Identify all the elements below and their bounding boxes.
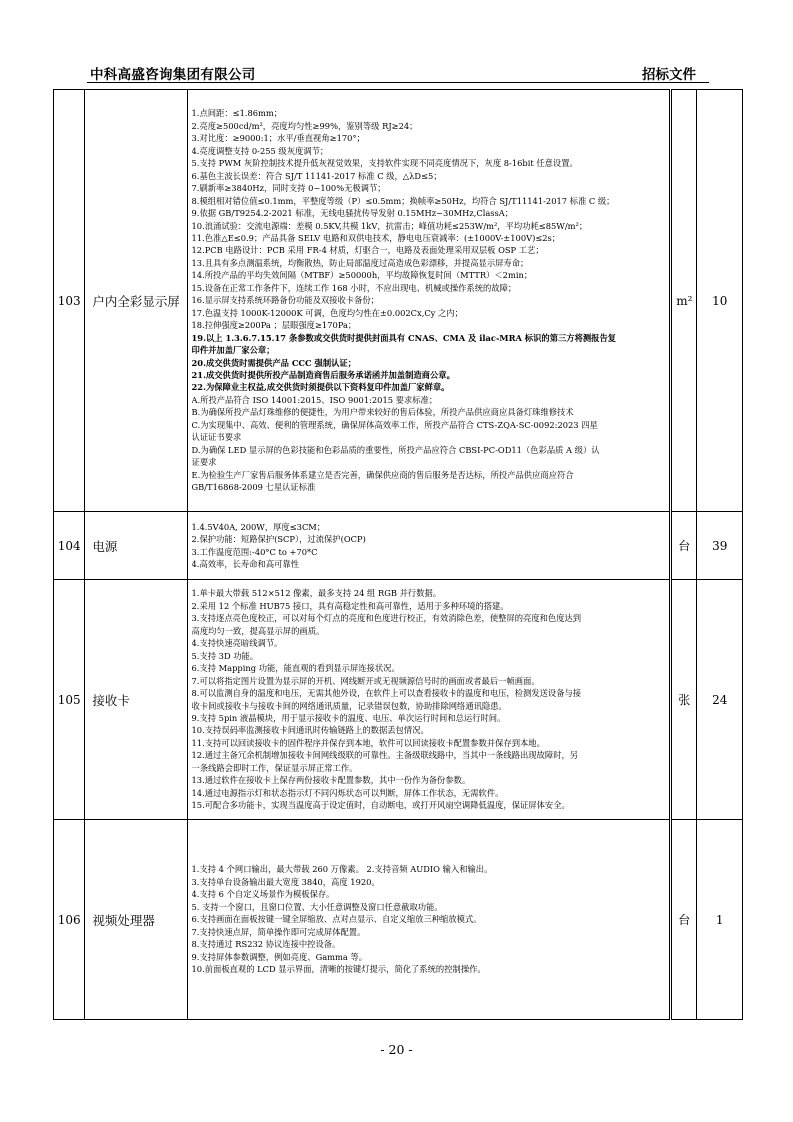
spec-line: 7.支持快速点屏，简单操作即可完成屏体配置。 — [191, 926, 366, 937]
spec-line: 13.通过软件在接收卡上保存两份接收卡配置参数，其中一份作为备份参数。 — [191, 775, 471, 786]
spec-line: 19.以上 1.3.6.7.15.17 条参数或交供货时提供封面具有 CNAS、CMA 及 ilac-MRA 标识的第三方将测报告复 — [191, 332, 617, 343]
item-name: 电源 — [85, 512, 187, 580]
item-name: 视频处理器 — [85, 820, 187, 1020]
item-name: 户内全彩显示屏 — [85, 90, 187, 512]
spec-line: 一条线路会即时工作，保证显示屏正常工作。 — [191, 762, 358, 773]
spec-line: 17.色温支持 1000K-12000K 可调，色度均匀性在±0.002Cx,Cy 之内； — [191, 307, 463, 318]
spec-line: 11.支持可以回读接收卡的固件程序并保存到本地，软件可以回读接收卡配置参数并保存到本地。 — [191, 737, 545, 748]
header-rule — [87, 82, 709, 83]
item-number: 104 — [54, 512, 85, 580]
spec-line: 高度均匀一致，提高显示屏的画质。 — [191, 625, 325, 636]
spec-line: 22.为保障业主权益,成交供货时须提供以下资料复印件加盖厂家鲜章。 — [191, 382, 450, 393]
spec-line: 印件并加盖厂家公章； — [191, 345, 275, 356]
item-number: 105 — [54, 580, 85, 820]
spec-line: 16.显示屏支持系统环路备份功能及双接收卡备份； — [191, 295, 379, 306]
spec-line: B.为确保所投产品灯珠维修的便捷性，为用户带来较好的售后体验，所投产品供应商应具备灯珠维修技术 — [191, 407, 574, 418]
spec-line: 12.通过主备冗余机制增加接收卡间网线级联的可靠性。主备级联线路中，当其中一条线路出现故障时，另 — [191, 750, 579, 761]
item-quantity: 10 — [697, 90, 743, 512]
spec-line: 15.设备在正常工作条件下，连续工作 168 小时，不应出现电、机械或操作系统的故障； — [191, 282, 517, 293]
spec-line: 12.PCB 电路设计：PCB 采用 FR-4 材质，灯驱合一，电路及表面处理采用双层板 OSP 工艺； — [191, 245, 544, 256]
spec-line: 5.支持 PWM 灰阶控制技术提升低灰视觉效果，支持软件实现不同亮度情况下，灰度 8-16bit 任意设置。 — [191, 158, 578, 169]
item-specification — [187, 512, 671, 580]
table-row — [54, 512, 743, 580]
spec-line: 证要求 — [191, 457, 217, 468]
spec-line: 6.支持画面在面板按键一键全屏缩放、点对点显示、自定义缩放三种缩放模式。 — [191, 914, 482, 925]
spec-line: 14.通过电源指示灯和状态指示灯不同闪烁状态可以判断，屏体工作状态，无需软件。 — [191, 787, 504, 798]
item-name: 接收卡 — [85, 580, 187, 820]
spec-line: 4.亮度调整支持 0-255 级灰度调节； — [191, 145, 329, 156]
spec-line: 8.支持通过 RS232 协议连接中控设备。 — [191, 939, 341, 950]
item-unit: 台 — [671, 512, 697, 580]
spec-line: D.为确保 LED 显示屏的色彩技能和色彩品质的重要性，所投产品应符合 CBSI-PC-OD11（色彩品质 A 级）认 — [191, 444, 600, 455]
spec-line: 5.支持 3D 功能。 — [191, 650, 259, 661]
spec-line: 4.支持快速亮暗线调节。 — [191, 638, 283, 649]
item-quantity: 39 — [697, 512, 743, 580]
spec-line: 2.亮度≥500cd/m²，亮度均匀性≥99%，鉴别等级 RJ≥24； — [191, 120, 418, 131]
spec-line: 14.所投产品的平均失效间隔（MTBF）≥50000h，平均故障恢复时间（MTTR）＜2min； — [191, 270, 533, 281]
spec-line: 收卡间或接收卡与接收卡间的网络通讯质量，记录错误包数，协助排除网络通讯隐患。 — [191, 700, 507, 711]
spec-line: 7.刷新率≥3840Hz，同时支持 0~100%无极调节； — [191, 183, 386, 194]
spec-line: 15.可配合多功能卡，实现当温度高于设定值时，自动断电，或打开风扇空调降低温度，保证屏体安全。 — [191, 800, 570, 811]
spec-line: 8.模组相对错位值≤0.1mm，平整度等级（P）≤0.5mm；换帧率≥50Hz，均符合 SJ/T11141-2017 标准 C 级； — [191, 195, 615, 206]
spec-line: 1.支持 4 个网口输出，最大带载 260 万像素。 2.支持音频 AUDIO 输入和输出。 — [191, 864, 493, 875]
spec-line: 10.浪涌试验：交流电源端：差模 0.5KV,共模 1kV，抗雷击；峰值功耗≤253W/m²，平均功耗≤85W/m²； — [191, 220, 588, 231]
spec-line: 4.支持 6 个自定义场景作为模板保存。 — [191, 889, 335, 900]
spec-line: 18.拉伸强度≥200Pa ；层眼强度≥170Pa； — [191, 320, 357, 331]
spec-line: 3.对比度：≥9000:1；水平/垂直视角≥170°； — [191, 133, 365, 144]
item-unit: 台 — [671, 820, 697, 1020]
spec-line: 7.可以将指定图片设置为显示屏的开机、网线断开或无视频源信号时的画面或者最后一帧画面。 — [191, 675, 540, 686]
spec-line: 13.且具有多点测温系统，均衡散热，防止局部温度过高造成色彩漂移，并提高显示屏寿命； — [191, 257, 529, 268]
spec-line: 5. 支持一个窗口，且窗口位置、大小任意调整及窗口任意截取功能。 — [191, 901, 443, 912]
spec-line: 6.支持 Mapping 功能，能直观的看到显示屏连接状况。 — [191, 663, 400, 674]
spec-line: 8.可以监测自身的温度和电压，无需其他外设，在软件上可以查看接收卡的温度和电压，检测发送设备与接 — [191, 688, 582, 699]
spec-line: 3.支持逐点亮色度校正，可以对每个灯点的亮度和色度进行校正，有效消除色差，使整屏的亮度和色度达到 — [191, 613, 582, 624]
page-header — [87, 62, 709, 82]
spec-line: 1.单卡最大带载 512×512 像素，最多支持 24 组 RGB 并行数据。 — [191, 588, 442, 599]
spec-line: 10.支持误码率监测接收卡间通讯时传输链路上的数据丢包情况。 — [191, 725, 429, 736]
spec-line: 3.支持单台设备输出最大宽度 3840，高度 1920。 — [191, 876, 380, 887]
spec-line: 9.支持 5pin 液晶模块，用于显示接收卡的温度、电压、单次运行时间和总运行时间。 — [191, 712, 506, 723]
item-unit: 张 — [671, 580, 697, 820]
item-number: 103 — [54, 90, 85, 512]
spec-line: 3.工作温度范围:-40°C to +70*C — [191, 546, 318, 557]
spec-line: 1.点间距：≤1.86mm； — [191, 108, 283, 119]
spec-line: 认证证书要求 — [191, 432, 242, 443]
spec-line: E.为检验生产厂家售后服务体系建立是否完善，确保供应商的售后服务是否达标，所投产品供应商应符合 — [191, 469, 574, 480]
table-row — [54, 820, 743, 1020]
spec-line: 11.色准△E≤0.9；产品具备 SELV 电路和双供电技术，静电电压衰减率：(±1000V-±100V)≤2s； — [191, 233, 561, 243]
item-unit: m² — [671, 90, 697, 512]
document-type: 招标文件 — [642, 67, 696, 83]
spec-line: 20.成交供货时需提供产品 CCC 强制认证； — [191, 357, 357, 368]
item-specification — [187, 580, 671, 820]
item-quantity: 1 — [697, 820, 743, 1020]
spec-line: 1.4.5V40A, 200W，厚度≤3CM； — [191, 521, 326, 532]
spec-line: 4.高效率，长寿命和高可靠性 — [191, 558, 300, 569]
spec-line: A.所投产品符合 ISO 14001:2015、ISO 9001:2015 要求标准； — [191, 394, 438, 405]
spec-line: 10.前面板直观的 LCD 显示界面，清晰的按键灯提示，简化了系统的控制操作。 — [191, 964, 486, 975]
spec-line: 9.支持屏体参数调整，例如亮度、Gamma 等。 — [191, 951, 368, 962]
spec-line: GB/T16868-2009 七星认证标准 — [191, 482, 316, 493]
spec-line: 9.依据 GB/T9254.2-2021 标准，无线电骚扰传导发射 0.15MHz~30MHz,ClassA； — [191, 208, 514, 219]
spec-line: 2.采用 12 个标准 HUB75 接口，具有高稳定性和高可靠性，适用于多种环境的搭建。 — [191, 600, 509, 611]
table-row — [54, 580, 743, 820]
item-number: 106 — [54, 820, 85, 1020]
table-row — [54, 90, 743, 512]
page-number: - 20 - — [380, 1042, 413, 1057]
spec-line: 2.保护功能：短路保护(SCP），过流保护(OCP) — [191, 534, 366, 545]
spec-line: 6.基色主波长误差：符合 SJ/T 11141-2017 标准 C 级，△λD≤5； — [191, 170, 442, 181]
item-specification — [187, 820, 671, 1020]
spec-line: 21.成交供货时提供所投产品制造商售后服务承诺函并加盖制造商公章。 — [191, 369, 455, 380]
spec-line: C.为实现集中、高效、便利的管理系统，确保屏体高效率工作，所投产品符合 CTS-ZQA-SC-0092:2023 四星 — [191, 419, 598, 430]
company-name: 中科高盛咨询集团有限公司 — [90, 67, 256, 83]
item-specification — [187, 90, 671, 512]
spec-table — [53, 89, 743, 1020]
item-quantity: 24 — [697, 580, 743, 820]
